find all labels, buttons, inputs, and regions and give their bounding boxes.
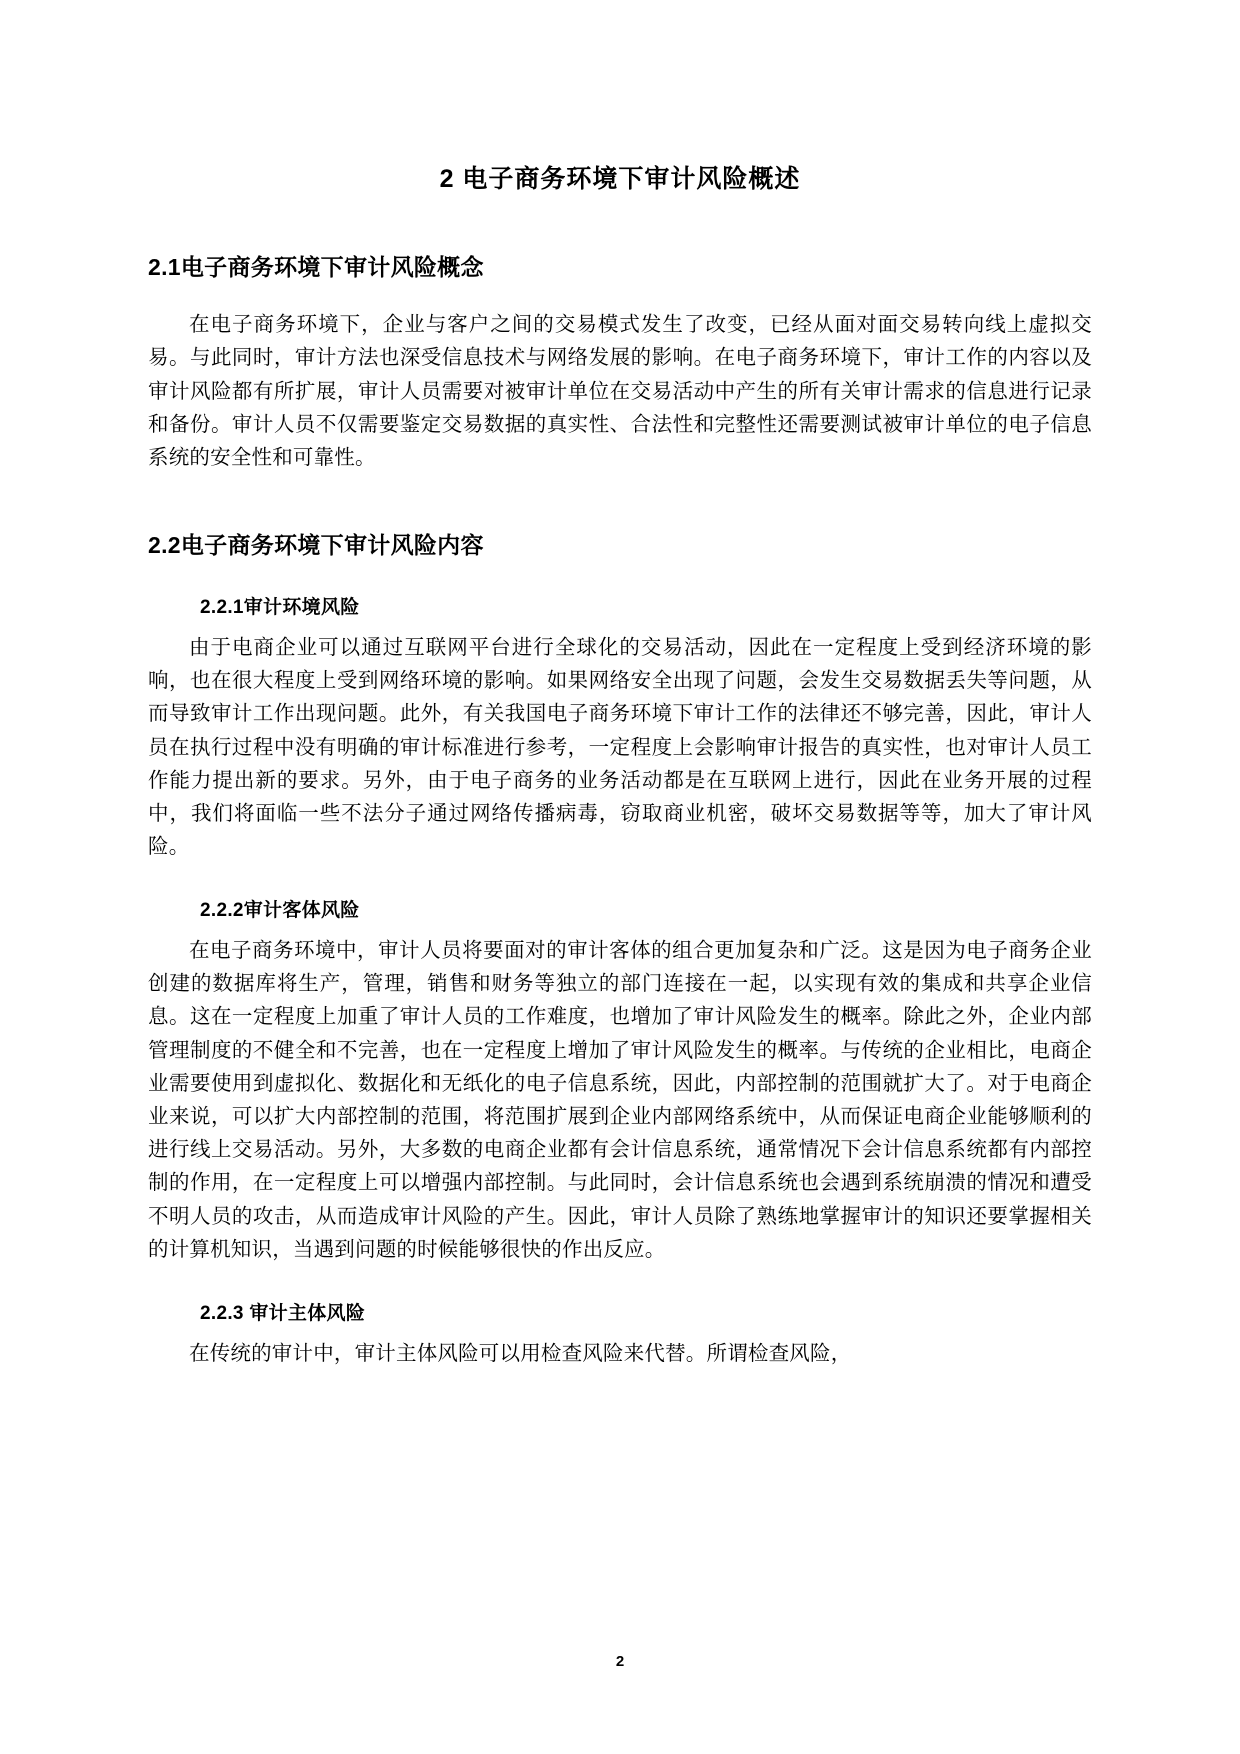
paragraph-2-1-1: 在电子商务环境下，企业与客户之间的交易模式发生了改变，已经从面对面交易转向线上虚拟交易。与此同时，审计方法也深受信息技术与网络发展的影响。在电子商务环境下，审计工作的内容以及审计风险都有所扩展，审计人员需要对被审计单位在交易活动中产生的所有关审计需求的信息进行记录和备份。审计人员不仅需要鉴定交易数据的真实性、合法性和完整性还需要测试被审计单位的电子信息系统的安全性和可靠性。 xyxy=(148,314,1092,469)
subsection-heading-2-2-3: 2.2.3 审计主体风险 xyxy=(200,1303,366,1325)
subsection-heading-2-2-2: 2.2.2审计客体风险 xyxy=(200,900,360,922)
page-title: 2 电子商务环境下审计风险概述 xyxy=(439,165,801,193)
subsection-heading-2-2-1: 2.2.1审计环境风险 xyxy=(200,597,360,619)
paragraph-2-2-2-1: 在电子商务环境中，审计人员将要面对的审计客体的组合更加复杂和广泛。这是因为电子商务企业创建的数据库将生产，管理，销售和财务等独立的部门连接在一起，以实现有效的集成和共享企业信息。这在一定程度上加重了审计人员的工作难度，也增加了审计风险发生的概率。除此之外，企业内部管理制度的不健全和不完善，也在一定程度上增加了审计风险发生的概率。与传统的企业相比，电商企业需要使用到虚拟化、数据化和无纸化的电子信息系统，因此，内部控制的范围就扩大了。对于电商企业来说，可以扩大内部控制的范围，将范围扩展到企业内部网络系统中，从而保证电商企业能够顺利的进行线上交易活动。另外，大多数的电商企业都有会计信息系统，通常情况下会计信息系统都有内部控制的作用，在一定程度上可以增强内部控制。与此同时，会计信息系统也会遇到系统崩溃的情况和遭受不明人员的攻击，从而造成审计风险的产生。因此，审计人员除了熟练地掌握审计的知识还要掌握相关的计算机知识，当遇到问题的时候能够很快的作出反应。 xyxy=(148,940,1092,1261)
section-heading-2-2: 2.2电子商务环境下审计风险内容 xyxy=(148,532,484,559)
page-number: 2 xyxy=(615,1653,625,1670)
paragraph-2-2-3-1: 在传统的审计中，审计主体风险可以用检查风险来代替。所谓检查风险， xyxy=(189,1342,852,1365)
section-heading-2-1: 2.1电子商务环境下审计风险概念 xyxy=(148,254,484,280)
paragraph-2-2-1-1: 由于电商企业可以通过互联网平台进行全球化的交易活动，因此在一定程度上受到经济环境的影响，也在很大程度上受到网络环境的影响。如果网络安全出现了问题，会发生交易数据丢失等问题，从而导致审计工作出现问题。此外，有关我国电子商务环境下审计工作的法律还不够完善，因此，审计人员在执行过程中没有明确的审计标准进行参考，一定程度上会影响审计报告的真实性，也对审计人员工作能力提出新的要求。另外，由于电子商务的业务活动都是在互联网上进行，因此在业务开展的过程中，我们将面临一些不法分子通过网络传播病毒，窃取商业机密，破坏交易数据等等，加大了审计风险。 xyxy=(148,636,1092,859)
